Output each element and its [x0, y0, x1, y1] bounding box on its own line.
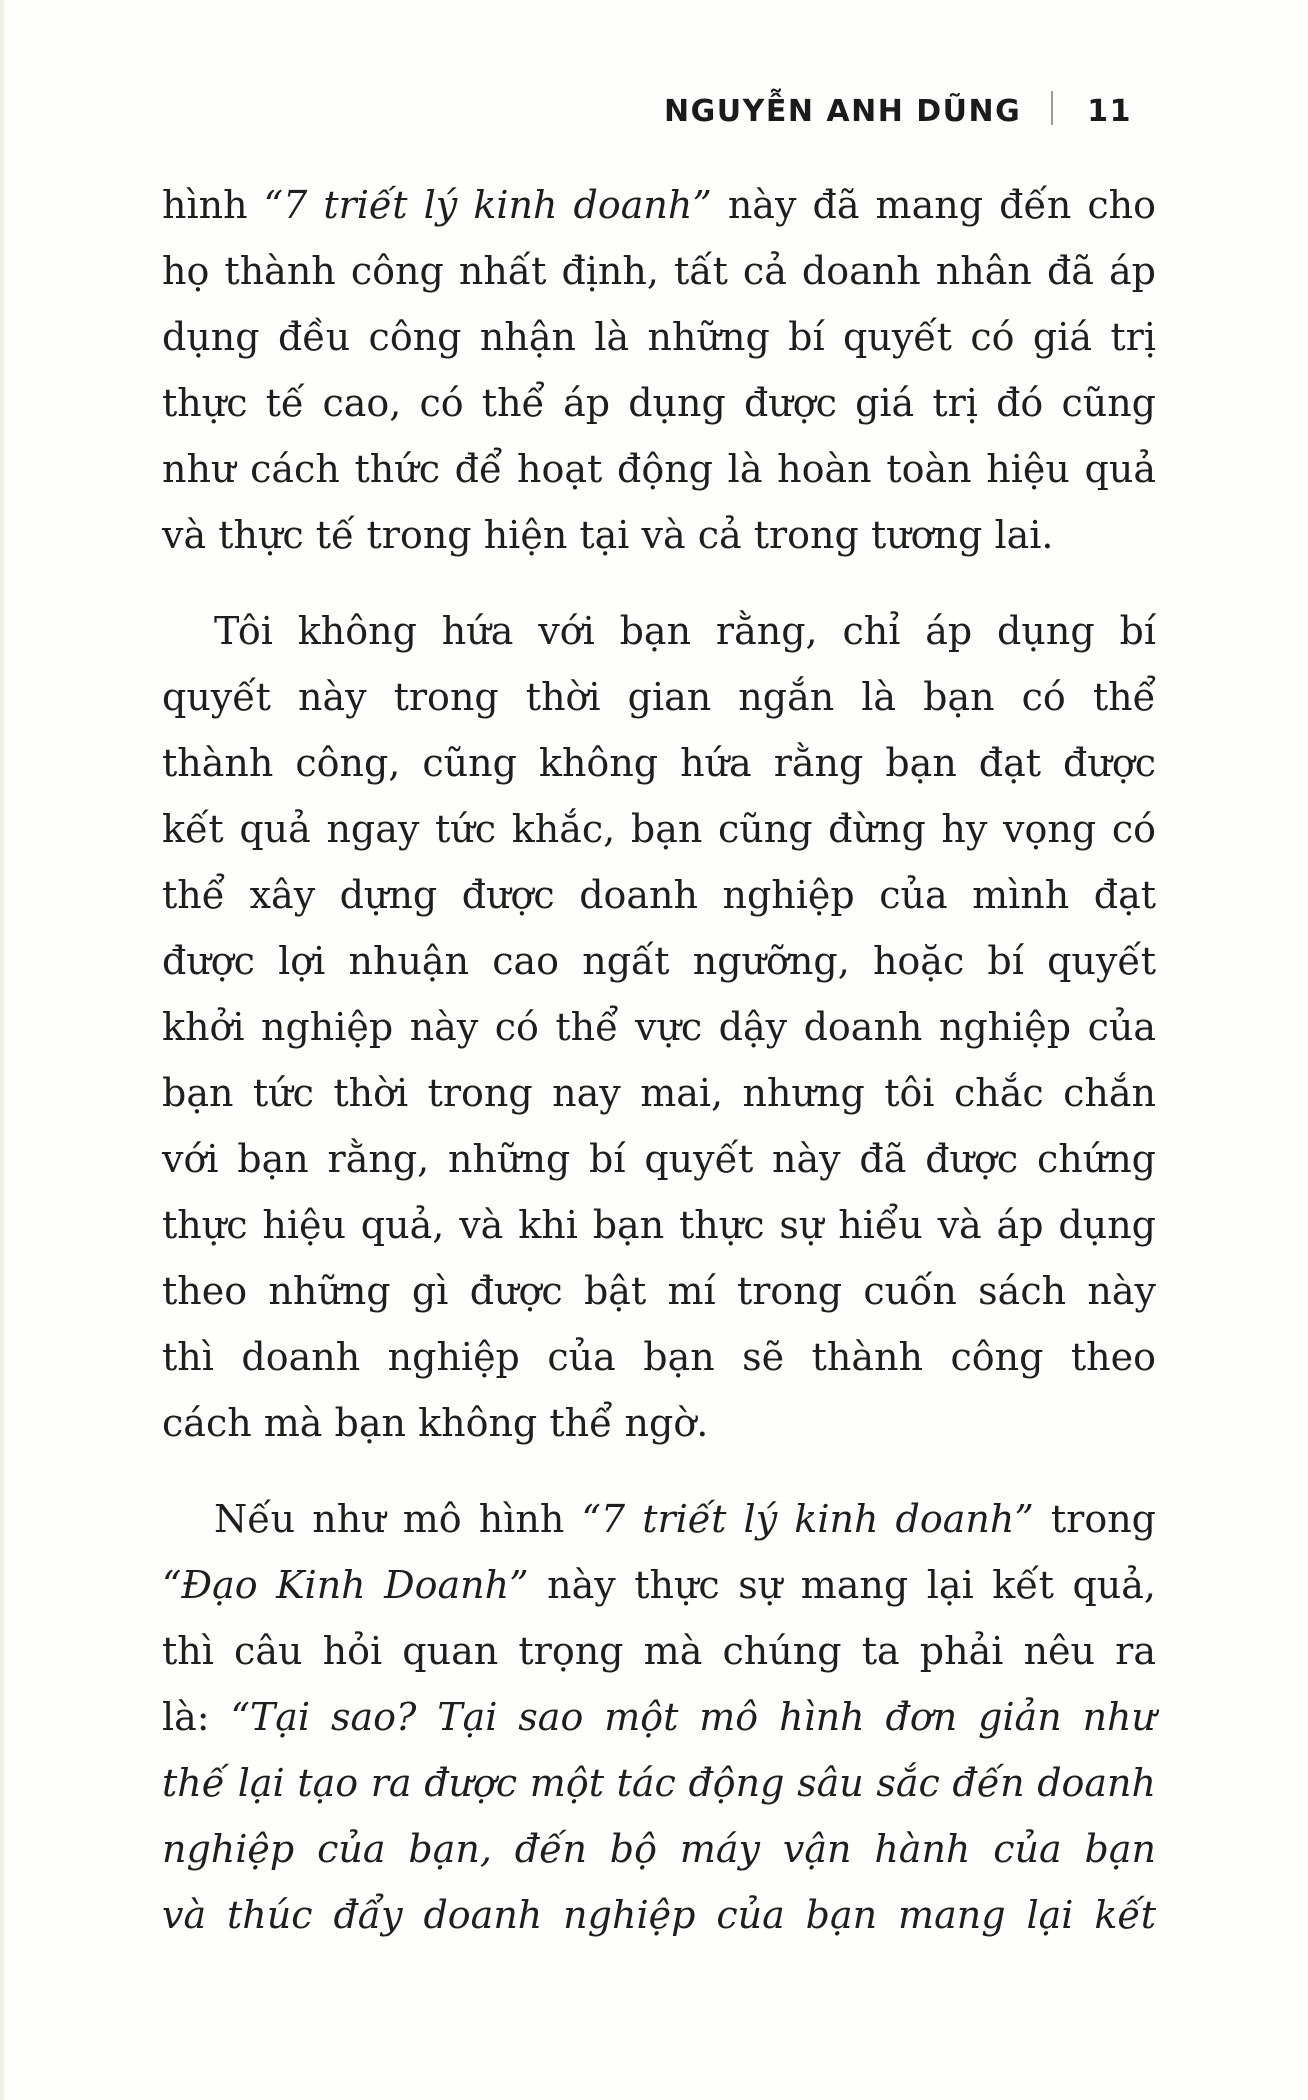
text-run: theo những gì được bật mí trong cuốn sách này [162, 1269, 1156, 1313]
text-line [162, 304, 1156, 370]
text-line [162, 730, 1156, 796]
body-text [162, 172, 1156, 1948]
italic-text: thế lại tạo ra được một tác động sâu sắc đến doanh [162, 1761, 1156, 1805]
paragraph [162, 1486, 1156, 1948]
text-run: trong [1033, 1497, 1157, 1541]
text-line [162, 172, 1156, 238]
text-line [162, 370, 1156, 436]
text-line [162, 1324, 1156, 1390]
italic-text: “Đạo Kinh Doanh” [162, 1563, 529, 1607]
page-edge [0, 0, 4, 2100]
text-line [162, 1192, 1156, 1258]
text-line [162, 1060, 1156, 1126]
text-run: này thực sự mang lại kết quả, [528, 1563, 1156, 1607]
text-line [162, 1750, 1156, 1816]
italic-text: nghiệp của bạn, đến bộ máy vận hành của bạn [162, 1827, 1156, 1871]
text-line [162, 664, 1156, 730]
text-run: thực hiệu quả, và khi bạn thực sự hiểu và áp dụng [162, 1203, 1156, 1247]
text-line [162, 1618, 1156, 1684]
text-run: dụng đều công nhận là những bí quyết có giá trị [162, 315, 1156, 359]
text-run: quyết này trong thời gian ngắn là bạn có thể [162, 675, 1156, 719]
running-header [0, 88, 1132, 136]
header-divider [1051, 91, 1053, 125]
text-run: kết quả ngay tức khắc, bạn cũng đừng hy vọng có [162, 807, 1156, 851]
text-run: Tôi không hứa với bạn rằng, chỉ áp dụng bí [214, 609, 1156, 653]
paragraph [162, 172, 1156, 568]
text-run: thực tế cao, có thể áp dụng được giá trị đó cũng [162, 381, 1156, 425]
text-run: như cách thức để hoạt động là hoàn toàn hiệu quả [162, 447, 1156, 491]
text-run: được lợi nhuận cao ngất ngưỡng, hoặc bí quyết [162, 939, 1156, 983]
text-line [162, 436, 1156, 502]
text-line [162, 928, 1156, 994]
text-line [162, 862, 1156, 928]
italic-text: “7 triết lý kinh doanh” [581, 1497, 1034, 1541]
text-run: và thực tế trong hiện tại và cả trong tương lai. [162, 513, 1054, 557]
paragraph [162, 598, 1156, 1456]
text-line [162, 1126, 1156, 1192]
text-run: cách mà bạn không thể ngờ. [162, 1401, 709, 1445]
text-run: thì doanh nghiệp của bạn sẽ thành công theo [162, 1335, 1156, 1379]
text-run: thành công, cũng không hứa rằng bạn đạt được [162, 741, 1156, 785]
text-line [162, 994, 1156, 1060]
text-run: Nếu như mô hình [214, 1497, 582, 1541]
italic-text: và thúc đẩy doanh nghiệp của bạn mang lại kết [162, 1893, 1156, 1937]
text-line [162, 598, 1156, 664]
italic-text: “7 triết lý kinh doanh” [263, 183, 712, 227]
italic-text: “Tại sao? Tại sao một mô hình đơn giản như [230, 1695, 1156, 1739]
text-run: bạn tức thời trong nay mai, nhưng tôi chắc chắn [162, 1071, 1156, 1115]
text-run: họ thành công nhất định, tất cả doanh nhân đã áp [162, 249, 1156, 293]
text-run: này đã mang đến cho [711, 183, 1156, 227]
text-line [162, 1816, 1156, 1882]
text-line [162, 1684, 1156, 1750]
text-run: là: [162, 1695, 231, 1739]
text-line [162, 1390, 1156, 1456]
text-line [162, 1882, 1156, 1948]
text-run: thể xây dựng được doanh nghiệp của mình đạt [162, 873, 1156, 917]
text-run: khởi nghiệp này có thể vực dậy doanh nghiệp của [162, 1005, 1156, 1049]
text-line [162, 1552, 1156, 1618]
text-line [162, 502, 1156, 568]
text-line [162, 1486, 1156, 1552]
author-name: NGUYỄN ANH DŨNG [664, 94, 1022, 129]
text-line [162, 238, 1156, 304]
text-run: thì câu hỏi quan trọng mà chúng ta phải nêu ra [162, 1629, 1156, 1673]
text-line [162, 1258, 1156, 1324]
text-run: với bạn rằng, những bí quyết này đã được chứng [162, 1137, 1156, 1181]
text-run: hình [162, 183, 264, 227]
text-line [162, 796, 1156, 862]
page-number: 11 [1087, 94, 1132, 129]
